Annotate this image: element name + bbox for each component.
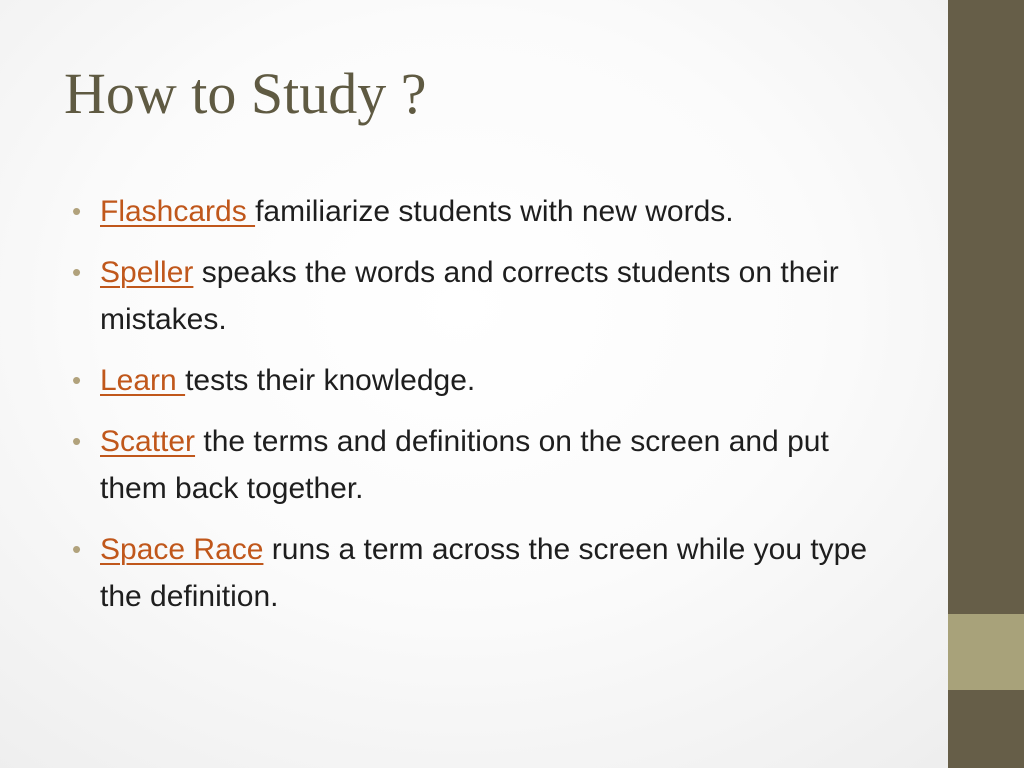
bullet-text: the terms and definitions on the screen and put them back together. — [100, 425, 829, 505]
space-race-link[interactable]: Space Race — [100, 533, 264, 566]
bullet-text: runs a term across the screen while you type the definition. — [100, 533, 868, 613]
bullet-item-space-race — [72, 526, 882, 620]
side-accent-block — [948, 614, 1024, 690]
bullet-dot-icon: • — [72, 534, 82, 564]
slide-title: How to Study ? — [64, 61, 427, 126]
bullet-text: familiarize students with new words. — [255, 195, 734, 228]
bullet-item-scatter — [72, 418, 882, 512]
bullet-item-learn — [72, 357, 882, 404]
bullet-text: speaks the words and corrects students on their mistakes. — [100, 256, 839, 336]
learn-link[interactable]: Learn — [100, 364, 186, 397]
bullet-dot-icon: • — [72, 257, 82, 287]
bullet-list — [72, 188, 882, 634]
scatter-link[interactable]: Scatter — [100, 425, 196, 458]
flashcards-link[interactable]: Flashcards — [100, 195, 256, 228]
bullet-item-speller — [72, 249, 882, 343]
bullet-dot-icon: • — [72, 196, 82, 226]
bullet-dot-icon: • — [72, 426, 82, 456]
speller-link[interactable]: Speller — [100, 256, 194, 289]
bullet-text: tests their knowledge. — [185, 364, 476, 397]
bullet-dot-icon: • — [72, 365, 82, 395]
bullet-item-flashcards — [72, 188, 882, 235]
